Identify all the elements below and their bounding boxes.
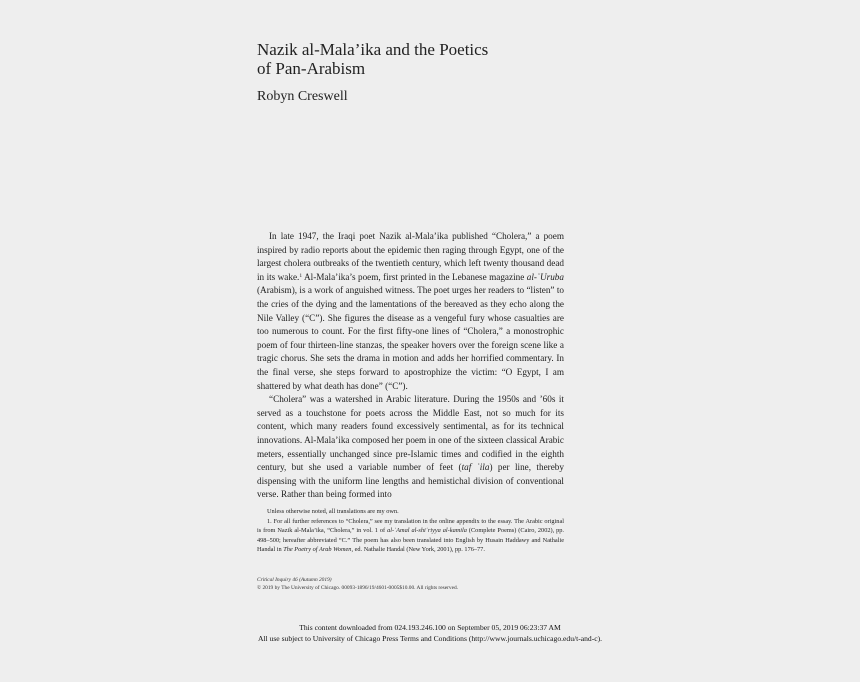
text-run: (Arabism), is a work of anguished witness. The poet urges her readers to “listen” to the cries of the dying and the lamentations of the bereaved as they echo along the Nile Valley (“C”). She figures the disease as a vengeful fury whose casualties are too numerous to count. For the first fifty-one lines of “Cholera,” a monostrophic poem of four thirteen-line stanzas, the speaker hovers over the foreign scene like a tragic chorus. She sets the drama in motion and adds her horrified commentary. In the final verse, she steps forward to apostrophize the victim: “O Egypt, I am shattered by what death has done” (“C”). bbox=[257, 285, 564, 391]
article-title-line-1: Nazik al-Mala’ika and the Poetics bbox=[257, 40, 489, 59]
article-title-line-2: of Pan-Arabism bbox=[257, 59, 366, 78]
text-run: In late 1947, the Iraqi poet Nazik al-Mala’ika published “Cholera,” a poem inspired by radio reports about the epidemic then raging through Egypt, one of the largest cholera outbreaks of the twentieth century, which left twenty thousand dead in its wake. bbox=[257, 231, 564, 282]
footnote-translations bbox=[257, 507, 564, 517]
text-run: al-ʾAmal al-shiʿriyya al-kamila bbox=[387, 527, 467, 535]
download-notice-line-1: This content downloaded from 024.193.246.100 on September 05, 2019 06:23:37 AM bbox=[299, 623, 561, 632]
text-run: Unless otherwise noted, all translations are my own. bbox=[267, 508, 399, 515]
footnote-marker: 1 bbox=[299, 272, 303, 279]
article-title bbox=[257, 40, 677, 78]
text-run: ) per line, thereby dispensing with the uniform line lengths and hemistichal division of conventional verse. Rather than being formed into bbox=[257, 462, 564, 500]
footnote-1 bbox=[257, 517, 564, 555]
text-run: (Complete Poems) (Cairo, 2002), pp. 498–500; hereafter abbreviated “C.” The poem has also been translated into English by Husain Haddawy and Nathalie Handal in bbox=[257, 527, 564, 554]
text-run: Al-Mala’ika’s poem, first printed in the Lebanese magazine bbox=[302, 271, 527, 282]
text-run: al-ʿUruba bbox=[526, 271, 564, 282]
text-run: “Cholera” was a watershed in Arabic literature. During the 1950s and ’60s it served as a touchstone for poets across the Middle East, not so much for its content, which many readers found excessively sentimental, as for its technical innovations. Al-Mala’ika composed her poem in one of the sixteen classical Arabic meters, essentially unchanged since pre-Islamic times and codified in the eighth century, but she used a variable number of feet ( bbox=[257, 394, 564, 473]
copyright-line: © 2019 by The University of Chicago. 00093-1896/19/4601-0005$10.00. All rights reserved. bbox=[257, 584, 459, 591]
text-run: The Poetry of Arab Women bbox=[283, 546, 352, 554]
download-notice-line-2: All use subject to University of Chicago Press Terms and Conditions (http://www.journals.uchicago.edu/t-and-c). bbox=[257, 633, 603, 643]
article-author: Robyn Creswell bbox=[257, 89, 348, 104]
body-paragraph-2 bbox=[257, 393, 564, 502]
footnotes bbox=[257, 507, 564, 555]
text-run: taf ʿila bbox=[461, 462, 490, 473]
journal-citation: Critical Inquiry 46 (Autumn 2019) bbox=[257, 577, 332, 583]
text-run: , ed. Nathalie Handal (New York, 2001), pp. 176–77. bbox=[351, 546, 485, 554]
text-run: 1. For all further references to “Cholera,” see my translation in the online appendix to the essay. The Arabic original is from Nazik al-Mala’ika, “Cholera,” in vol. 1 of bbox=[257, 517, 564, 535]
journal-info bbox=[257, 577, 577, 592]
body-paragraph-1 bbox=[257, 230, 564, 393]
article-body bbox=[257, 230, 564, 502]
download-notice bbox=[0, 623, 860, 644]
